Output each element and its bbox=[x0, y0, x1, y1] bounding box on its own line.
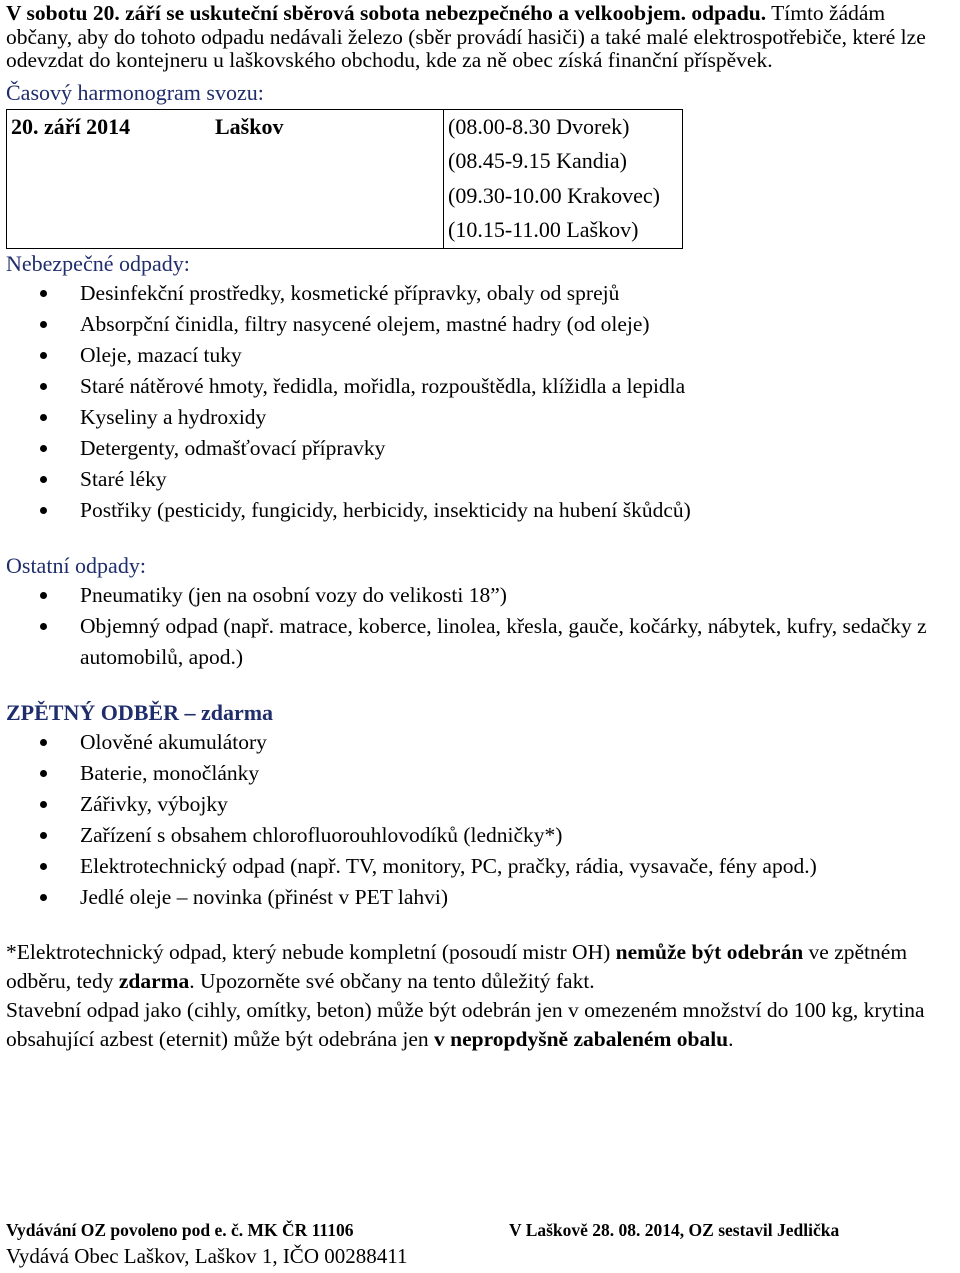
schedule-times bbox=[444, 109, 683, 248]
footer-registration: Vydávání OZ povoleno pod e. č. MK ČR 11106 bbox=[6, 1220, 354, 1240]
intro-text: Tímto žádám občany, aby do tohoto odpadu nedávali železo (sběr provádí hasiči) a také malé elektrospotřebiče, které lze odevzdat do kontejneru u laškovského obchodu, kde za ně obec získá finanční příspěvek. bbox=[6, 1, 926, 72]
footer bbox=[6, 1216, 956, 1270]
note-text: . Upozorněte své občany na tento důležitý fakt. bbox=[189, 968, 595, 993]
intro-bold-sentence: V sobotu 20. září se uskuteční sběrová sobota nebezpečného a velkoobjem. odpadu. bbox=[6, 1, 767, 25]
schedule-time-1: (08.00-8.30 Dvorek) bbox=[448, 113, 630, 139]
takeback-heading: ZPĚTNÝ ODBĚR – zdarma bbox=[6, 699, 274, 725]
list-item: Postřiky (pesticidy, fungicidy, herbicidy, insekticidy na hubení škůdců) bbox=[6, 495, 956, 526]
note-emphasis: zdarma bbox=[118, 968, 190, 993]
other-list bbox=[6, 580, 956, 673]
note-emphasis: nemůže být odebrán bbox=[615, 939, 804, 964]
other-heading: Ostatní odpady: bbox=[6, 552, 146, 578]
list-item: Desinfekční prostředky, kosmetické přípravky, obaly od sprejů bbox=[6, 278, 956, 309]
list-item: Objemný odpad (např. matrace, koberce, linolea, křesla, gauče, kočárky, nábytek, kufry, sedačky z automobilů, apod.) bbox=[6, 611, 956, 673]
list-item: Zařízení s obsahem chlorofluorouhlovodíků (ledničky*) bbox=[6, 820, 956, 851]
schedule-time-2: (08.45-9.15 Kandia) bbox=[448, 148, 628, 173]
list-item: Zářivky, výbojky bbox=[6, 789, 956, 820]
electro-note-paragraph bbox=[6, 938, 956, 996]
list-item: Olověné akumulátory bbox=[6, 727, 956, 758]
note-emphasis: v nepropdyšně zabaleném obalu bbox=[434, 1026, 729, 1051]
hazardous-list bbox=[6, 278, 956, 526]
list-item: Jedlé oleje – novinka (přinést v PET lahvi) bbox=[6, 882, 956, 913]
schedule-date: 20. září 2014 bbox=[7, 109, 212, 248]
note-text: *Elektrotechnický odpad, který nebude kompletní (posoudí mistr OH) bbox=[6, 939, 616, 964]
note-text: Stavební odpad jako (cihly, omítky, beton) může být odebrán jen v omezeném množství do 100 kg, krytina obsahující azbest (eternit) může být odebrána jen bbox=[6, 997, 925, 1051]
list-item: Pneumatiky (jen na osobní vozy do velikosti 18”) bbox=[6, 580, 956, 611]
footer-date-author: V Laškově 28. 08. 2014, OZ sestavil Jedlička bbox=[509, 1220, 840, 1240]
takeback-list bbox=[6, 727, 956, 913]
list-item: Staré nátěrové hmoty, ředidla, mořidla, rozpouštědla, klížidla a lepidla bbox=[6, 371, 956, 402]
list-item: Detergenty, odmašťovací přípravky bbox=[6, 433, 956, 464]
list-item: Staré léky bbox=[6, 464, 956, 495]
note-text: ve zpětném odběru, tedy bbox=[6, 939, 908, 993]
intro-paragraph bbox=[6, 2, 956, 73]
schedule-heading: Časový harmonogram svozu: bbox=[6, 79, 264, 105]
hazardous-heading: Nebezpečné odpady: bbox=[6, 250, 190, 276]
list-item: Absorpční činidla, filtry nasycené olejem, mastné hadry (od oleje) bbox=[6, 309, 956, 340]
schedule-place: Laškov bbox=[211, 109, 444, 248]
footer-publisher: Vydává Obec Laškov, Laškov 1, IČO 00288411 bbox=[6, 1244, 408, 1268]
list-item: Baterie, monočlánky bbox=[6, 758, 956, 789]
list-item: Kyseliny a hydroxidy bbox=[6, 402, 956, 433]
list-item: Elektrotechnický odpad (např. TV, monitory, PC, pračky, rádia, vysavače, fény apod.) bbox=[6, 851, 956, 882]
schedule-table bbox=[6, 109, 683, 249]
schedule-time-4: (10.15-11.00 Laškov) bbox=[448, 217, 639, 242]
document-page bbox=[6, 0, 956, 1054]
list-item: Oleje, mazací tuky bbox=[6, 340, 956, 371]
note-text: . bbox=[728, 1026, 734, 1051]
construction-note-paragraph bbox=[6, 996, 956, 1054]
schedule-time-3: (09.30-10.00 Krakovec) bbox=[448, 182, 660, 208]
